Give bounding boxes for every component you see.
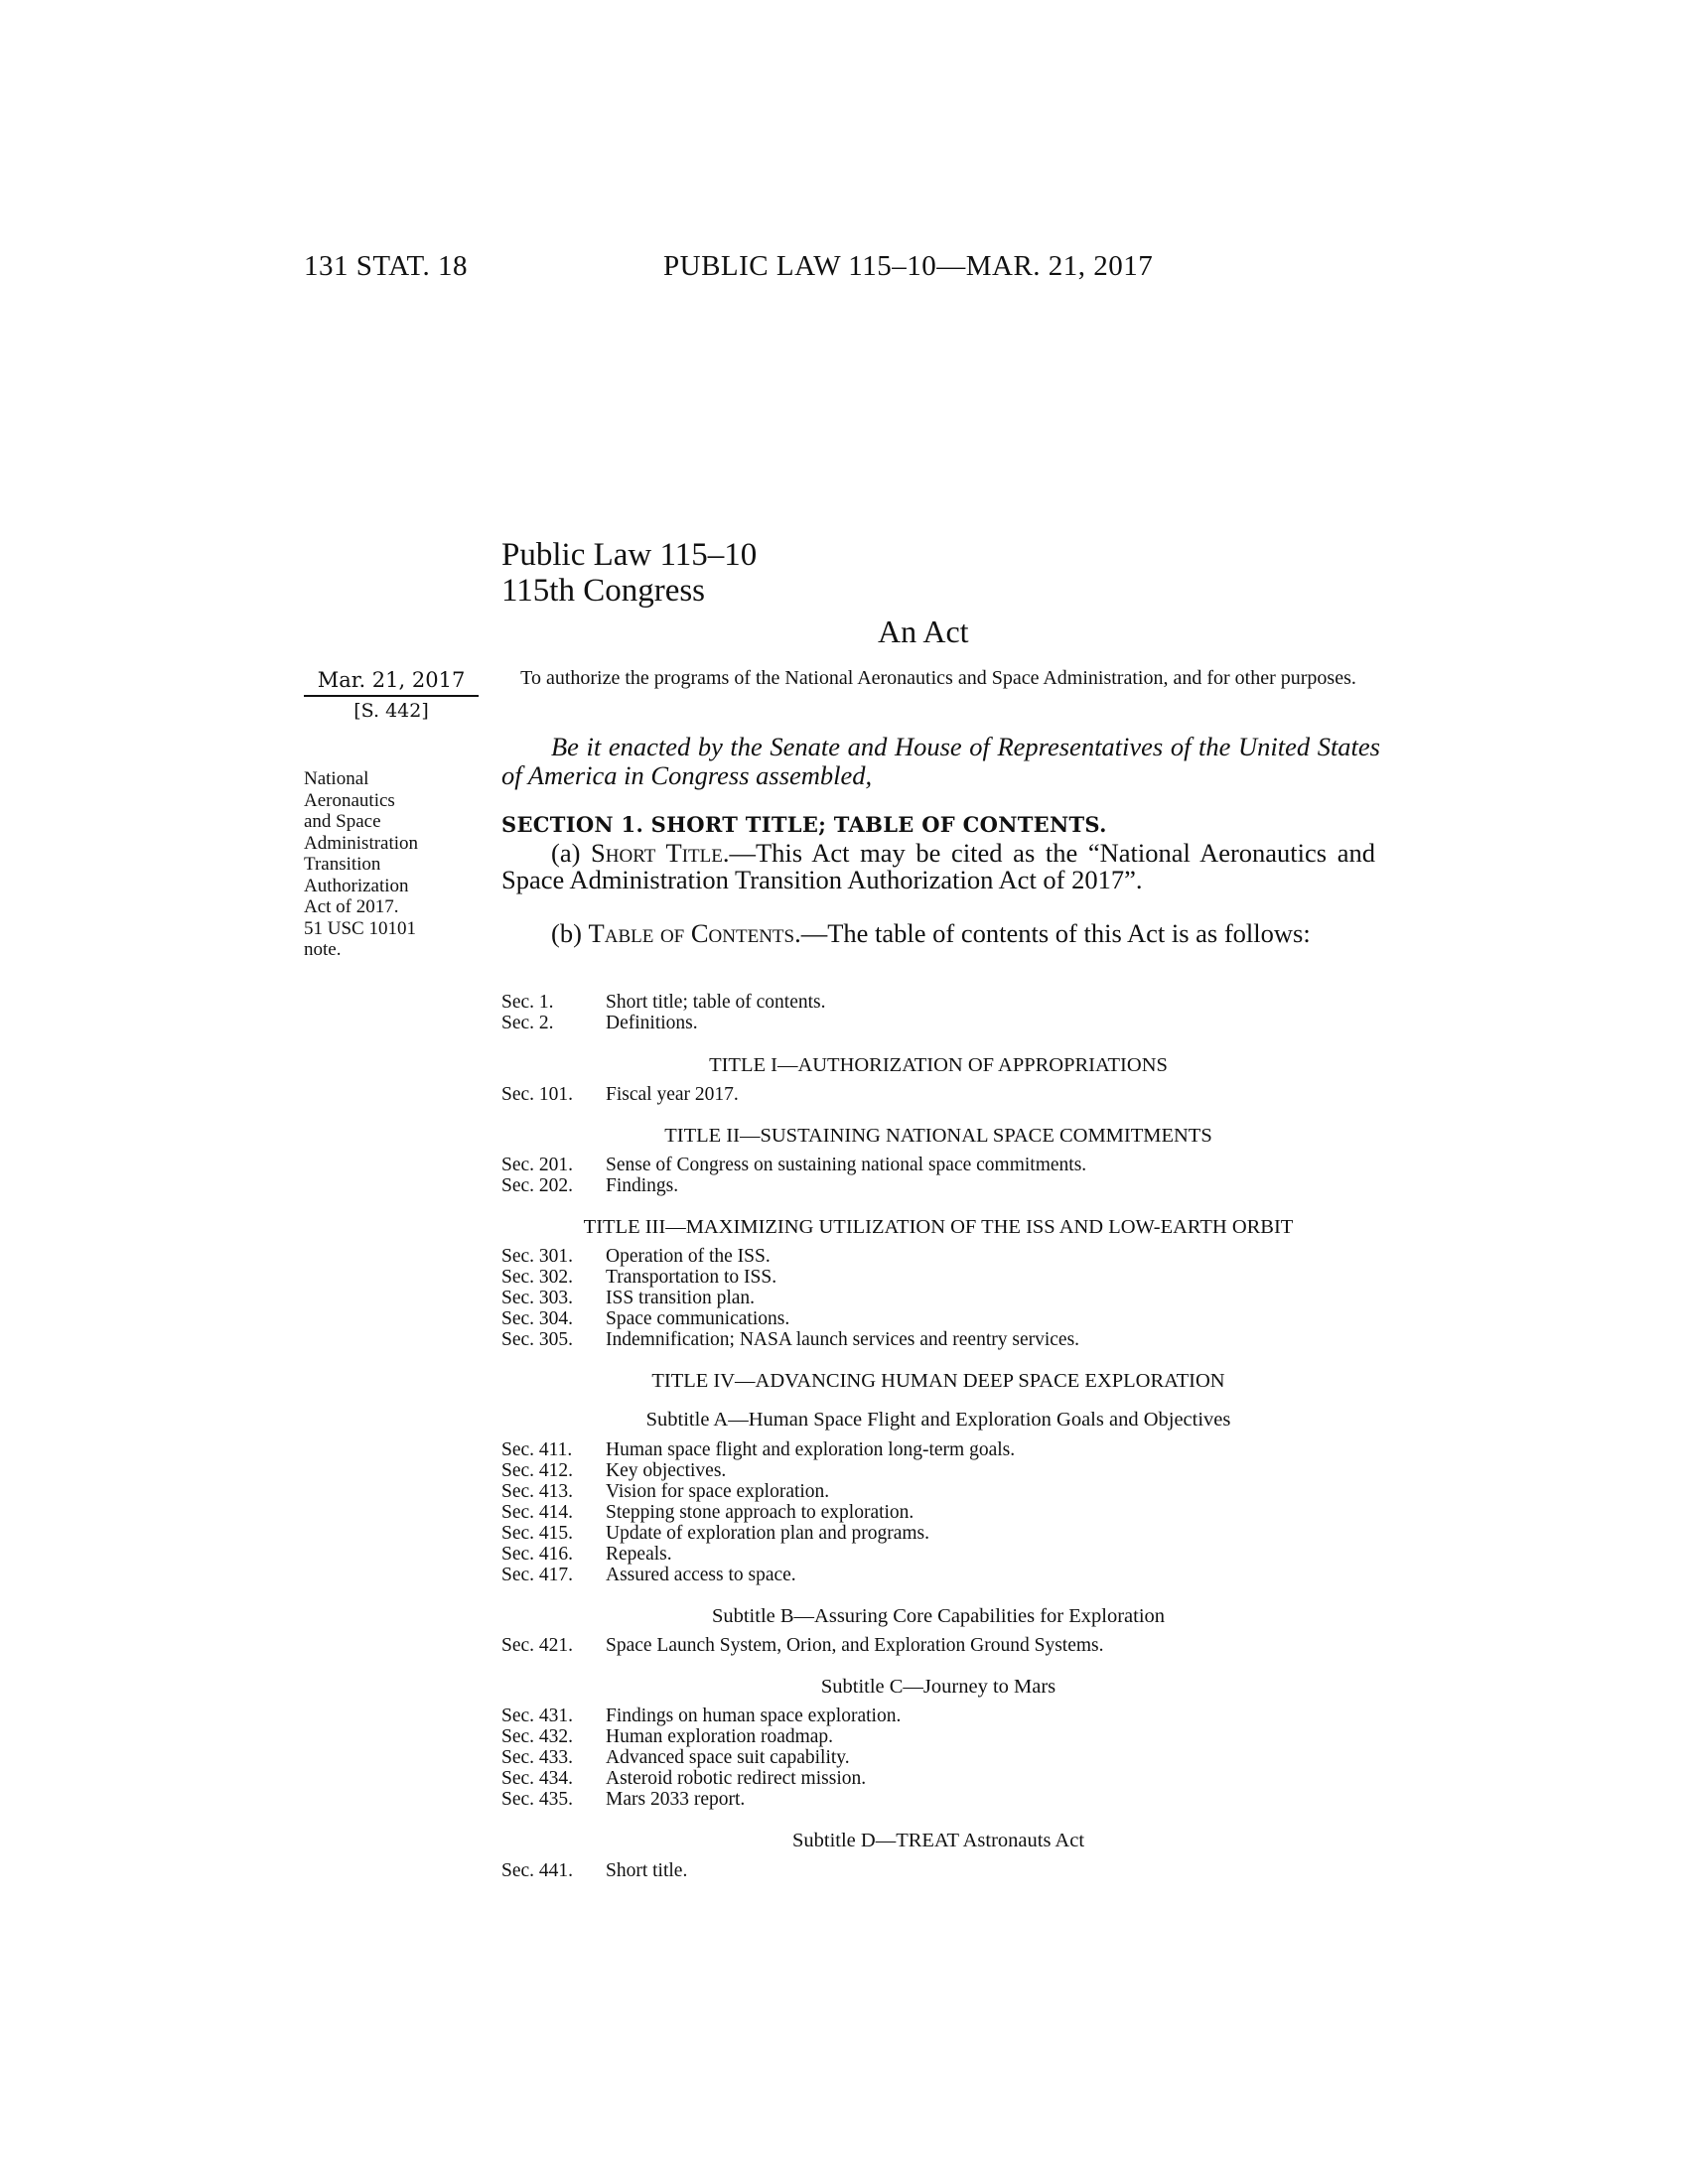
toc-section-number: Sec. 302. <box>501 1267 574 1288</box>
toc-section-title: Advanced space suit capability. <box>606 1747 850 1768</box>
toc-section-title: Indemnification; NASA launch services and reentry services. <box>606 1329 1080 1350</box>
toc-section-number: Sec. 1. <box>501 992 554 1013</box>
toc-title-heading: Subtitle A—Human Space Flight and Exploration Goals and Objectives <box>645 1409 1231 1431</box>
toc-section-title: Fiscal year 2017. <box>606 1084 739 1105</box>
toc-section-number: Sec. 441. <box>501 1860 574 1881</box>
toc-title-heading: TITLE III—MAXIMIZING UTILIZATION OF THE ISS AND LOW-EARTH ORBIT <box>583 1216 1294 1238</box>
toc-section-title: Human space flight and exploration long-term goals. <box>606 1439 1016 1460</box>
toc-entry <box>501 1566 796 1585</box>
toc-section-number: Sec. 435. <box>501 1789 574 1810</box>
margin-note-line: Act of 2017. <box>304 896 399 917</box>
toc-section-title: Short title. <box>606 1860 688 1881</box>
short-title-paragraph <box>501 840 1375 893</box>
toc-entry <box>501 1769 866 1789</box>
running-head: PUBLIC LAW 115–10—MAR. 21, 2017 <box>663 250 1154 282</box>
toc-entry <box>501 1706 901 1726</box>
paragraph-text: .—This Act may be cited as the “National Aeronautics and Space Administration Transition Authorization Act of 2017”. <box>501 838 1376 894</box>
toc-section-title: ISS transition plan. <box>606 1288 756 1308</box>
toc-section-number: Sec. 2. <box>501 1013 554 1033</box>
toc-section-number: Sec. 432. <box>501 1726 574 1747</box>
toc-entry <box>501 1790 745 1810</box>
toc-section-title: Findings on human space exploration. <box>606 1706 902 1726</box>
toc-title-heading: Subtitle B—Assuring Core Capabilities for Exploration <box>711 1605 1166 1627</box>
toc-section-number: Sec. 202. <box>501 1175 574 1196</box>
toc-section-title: Operation of the ISS. <box>606 1246 771 1267</box>
toc-title-heading: TITLE II—SUSTAINING NATIONAL SPACE COMMITMENTS <box>664 1125 1212 1147</box>
toc-section-title: Human exploration roadmap. <box>606 1726 834 1747</box>
congress-number: 115th Congress <box>501 573 706 609</box>
toc-section-title: Space Launch System, Orion, and Exploration Ground Systems. <box>606 1635 1104 1656</box>
toc-entry <box>501 1268 776 1288</box>
toc-section-title: Asteroid robotic redirect mission. <box>606 1768 867 1789</box>
toc-entry <box>501 1247 771 1267</box>
margin-note <box>304 768 483 961</box>
margin-note-line: Aeronautics <box>304 789 395 811</box>
margin-note-line: 51 USC 10101 <box>304 917 416 939</box>
margin-note-line: National <box>304 768 369 789</box>
toc-section-number: Sec. 417. <box>501 1565 574 1585</box>
toc-section-number: Sec. 301. <box>501 1246 574 1267</box>
public-law-number: Public Law 115–10 <box>501 537 758 573</box>
toc-entry <box>501 1636 1104 1656</box>
toc-section-number: Sec. 101. <box>501 1084 574 1105</box>
toc-entry <box>501 1861 687 1881</box>
act-purpose: To authorize the programs of the National Aeronautics and Space Administration, and for other purposes. <box>520 667 1356 689</box>
toc-title-heading: Subtitle C—Journey to Mars <box>820 1676 1056 1698</box>
toc-section-number: Sec. 434. <box>501 1768 574 1789</box>
toc-section-title: Transportation to ISS. <box>606 1267 777 1288</box>
toc-section-number: Sec. 416. <box>501 1544 574 1565</box>
paragraph-label: (b) <box>551 918 589 948</box>
toc-entry <box>501 1440 1015 1460</box>
toc-entry <box>501 1727 833 1747</box>
toc-section-title: Mars 2033 report. <box>606 1789 746 1810</box>
toc-section-title: Repeals. <box>606 1544 672 1565</box>
toc-section-number: Sec. 433. <box>501 1747 574 1768</box>
toc-entry <box>501 1014 698 1033</box>
toc-section-number: Sec. 413. <box>501 1481 574 1502</box>
toc-section-title: Vision for space exploration. <box>606 1481 830 1502</box>
toc-section-title: Space communications. <box>606 1308 790 1329</box>
act-heading: An Act <box>878 614 969 649</box>
toc-entry <box>501 1156 1086 1175</box>
margin-note-line: Authorization <box>304 875 409 896</box>
paragraph-caption: Table of Contents <box>588 918 795 948</box>
toc-entry <box>501 1545 672 1565</box>
toc-section-number: Sec. 421. <box>501 1635 574 1656</box>
toc-entry <box>501 1461 726 1481</box>
toc-section-number: Sec. 304. <box>501 1308 574 1329</box>
toc-entry <box>501 1524 929 1544</box>
toc-entry <box>501 1503 914 1523</box>
margin-date: Mar. 21, 2017 <box>317 668 466 692</box>
enacting-clause: Be it enacted by the Senate and House of Representatives of the United States of America in Congress assembled, <box>501 732 1380 790</box>
toc-entry <box>501 993 826 1013</box>
margin-divider <box>304 695 479 697</box>
paragraph-text: .—The table of contents of this Act is as follows: <box>794 918 1311 948</box>
stat-page-number: 131 STAT. 18 <box>304 250 469 282</box>
margin-note-line: Administration <box>304 832 419 854</box>
toc-section-number: Sec. 411. <box>501 1439 573 1460</box>
toc-section-number: Sec. 412. <box>501 1460 574 1481</box>
toc-section-number: Sec. 414. <box>501 1502 574 1523</box>
toc-section-number: Sec. 431. <box>501 1706 574 1726</box>
toc-section-number: Sec. 201. <box>501 1155 574 1175</box>
toc-entry <box>501 1748 850 1768</box>
paragraph-label: (a) <box>551 838 592 868</box>
toc-entry <box>501 1176 678 1196</box>
toc-section-number: Sec. 415. <box>501 1523 574 1544</box>
toc-section-title: Assured access to space. <box>606 1565 796 1585</box>
toc-intro-paragraph <box>501 920 1375 947</box>
toc-title-heading: Subtitle D—TREAT Astronauts Act <box>791 1830 1085 1851</box>
toc-entry <box>501 1085 739 1105</box>
toc-section-title: Stepping stone approach to exploration. <box>606 1502 914 1523</box>
margin-bill-number: [S. 442] <box>353 700 429 722</box>
toc-title-heading: TITLE I—AUTHORIZATION OF APPROPRIATIONS <box>709 1054 1168 1076</box>
paragraph-caption: Short Title <box>591 838 723 868</box>
margin-note-line: and Space <box>304 811 381 832</box>
toc-section-number: Sec. 305. <box>501 1329 574 1350</box>
toc-section-number: Sec. 303. <box>501 1288 574 1308</box>
toc-section-title: Key objectives. <box>606 1460 727 1481</box>
toc-section-title: Short title; table of contents. <box>606 992 826 1013</box>
toc-title-heading: TITLE IV—ADVANCING HUMAN DEEP SPACE EXPLORATION <box>651 1370 1225 1392</box>
toc-section-title: Update of exploration plan and programs. <box>606 1523 929 1544</box>
toc-entry <box>501 1330 1079 1350</box>
toc-entry <box>501 1309 789 1329</box>
toc-entry <box>501 1482 829 1502</box>
margin-note-line: note. <box>304 939 342 960</box>
toc-section-title: Findings. <box>606 1175 679 1196</box>
toc-entry <box>501 1289 755 1308</box>
section-heading: SECTION 1. SHORT TITLE; TABLE OF CONTENTS. <box>501 812 1107 837</box>
margin-note-line: Transition <box>304 854 381 875</box>
toc-section-title: Definitions. <box>606 1013 698 1033</box>
toc-section-title: Sense of Congress on sustaining national space commitments. <box>606 1155 1087 1175</box>
